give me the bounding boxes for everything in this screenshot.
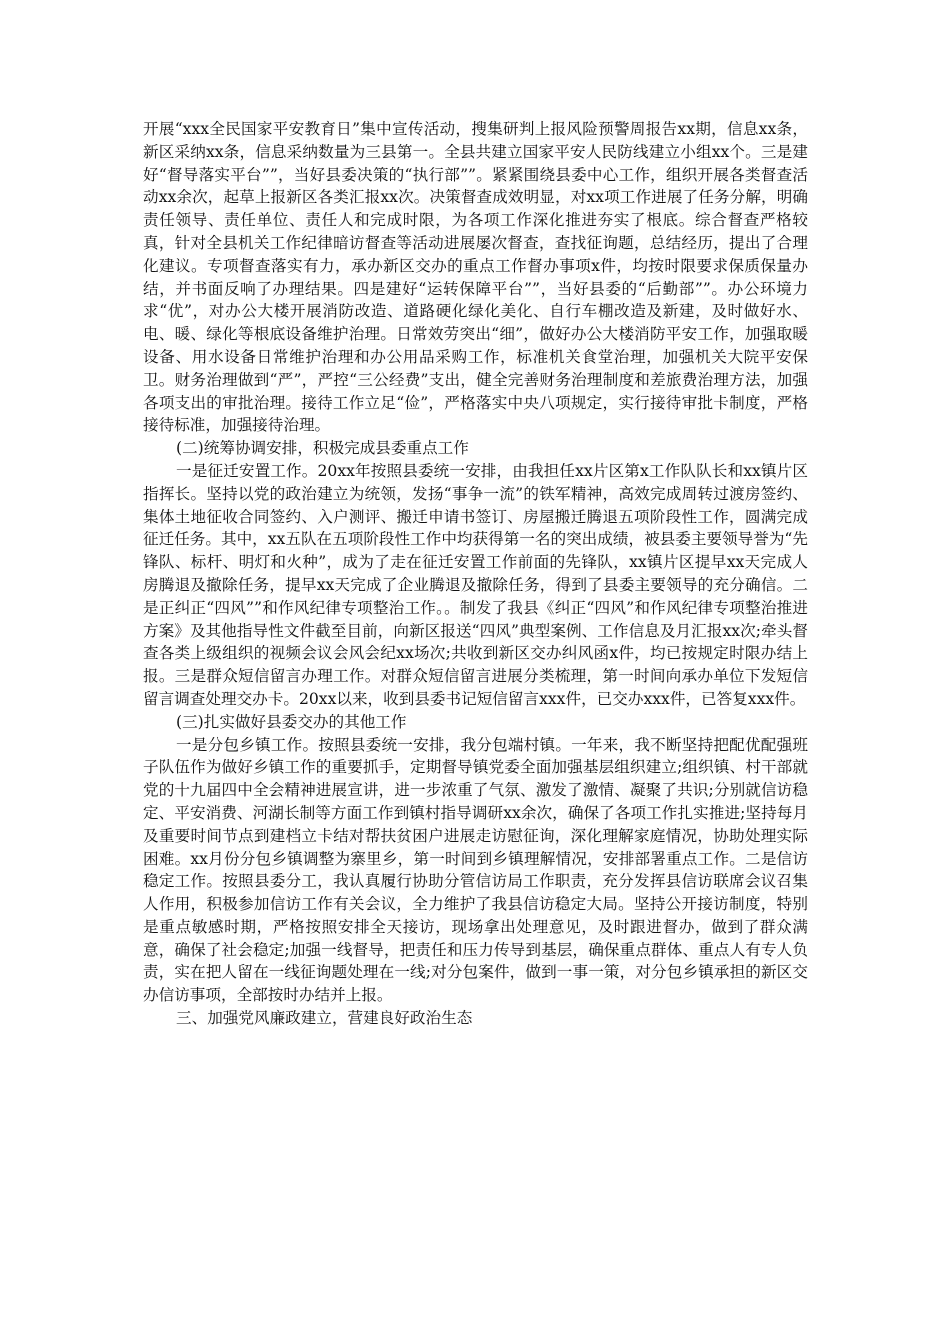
paragraph-work-platforms: 开展“xxx全民国家平安教育日”集中宣传活动，搜集研判上报风险预警周报告xx期，信息xx条，新区采纳xx条，信息采纳数量为三县第一。全县共建立国家平安人民防线建立小组xx个。三是建好“督导落实平台””，当好县委决策的“执行部””。紧紧围绕县委中心工作，组织开展各类督查活动xx余次，起草上报新区各类汇报xx次。决策督查成效明显，对xx项工作进展了任务分解，明确责任领导、责任单位、责任人和完成时限，为各项工作深化推进夯实了根底。综合督查严格较真，针对全县机关工作纪律暗访督查等活动进展屡次督查，查找征询题，总结经历，提出了合理化建议。专项督查落实有力，承办新区交办的重点工作督办事项x件，均按时限要求保质保量办结，并书面反响了办理结果。四是建好“运转保障平台””，当好县委的“后勤部””。办公环境力求“优”，对办公大楼开展消防改造、道路硬化绿化美化、自行车棚改造及新建，及时做好水、电、暖、绿化等根底设备维护治理。日常效劳突出“细”，做好办公大楼消防平安工作，加强取暖设备、用水设备日常维护治理和办公用品采购工作，标准机关食堂治理，加强机关大院平安保卫。财务治理做到“严”，严控“三公经费”支出，健全完善财务治理制度和差旅费治理方法，加强各项支出的审批治理。接待工作立足“俭”，严格落实中央八项规定，实行接待审批卡制度，严格接待标准，加强接待治理。 <box>143 120 808 435</box>
section-heading-integrity: 三、加强党风廉政建立，营建良好政治生态 <box>176 1009 473 1028</box>
paragraph-key-work: 一是征迁安置工作。20xx年按照县委统一安排，由我担任xx片区第x工作队队长和xx镇片区指挥长。坚持以党的政治建立为统领，发扬“事争一流”的铁军精神，高效完成周转过渡房签约、集体土地征收合同签约、入户测评、搬迁申请书签订、房屋搬迁腾退五项阶段性工作，圆满完成征迁任务。其中，xx五队在五项阶段性工作中均获得第一名的突出成绩，被县委主要领导誉为“先锋队、标杆、明灯和火种”，成为了走在征迁安置工作前面的先锋队，xx镇片区提早xx天完成人房腾退及撤除任务，提早xx天完成了企业腾退及撤除任务，得到了县委主要领导的充分确信。二是正纠正“四风””和作风纪律专项整治工作。。制发了我县《纠正“四风”和作风纪律专项整治推进方案》及其他指导性文件截至目前，向新区报送“四风”典型案例、工作信息及月汇报xx次;牵头督查各类上级组织的视频会议会风会纪xx场次;共收到新区交办纠风函x件，均已按规定时限办结上报。三是群众短信留言办理工作。对群众短信留言进展分类梳理，第一时间向承办单位下发短信留言调查处理交办卡。20xx以来，收到县委书记短信留言xxx件，已交办xxx件，已答复xxx件。 <box>143 461 808 708</box>
section-heading-coordination: (二)统筹协调安排，积极完成县委重点工作 <box>176 439 469 458</box>
section-heading-other-work: (三)扎实做好县委交办的其他工作 <box>176 712 407 731</box>
paragraph-township-petition: 一是分包乡镇工作。按照县委统一安排，我分包端村镇。一年来，我不断坚持把配优配强班子队伍作为做好乡镇工作的重要抓手，定期督导镇党委全面加强基层组织建立;组织镇、村干部就党的十九届四中全会精神进展宣讲，进一步浓重了气氛、激发了激情、凝聚了共识;分别就信访稳定、平安消费、河湖长制等方面工作到镇村指导调研xx余次，确保了各项工作扎实推进;坚持每月及重要时间节点到建档立卡结对帮扶贫困户进展走访慰征询，深化理解家庭情况，协助处理实际困难。xx月份分包乡镇调整为寨里乡，第一时间到乡镇理解情况，安排部署重点工作。二是信访稳定工作。按照县委分工，我认真履行协助分管信访局工作职责，充分发挥县信访联席会议召集人作用，积极参加信访工作有关会议，全力维护了我县信访稳定大局。坚持公开接访制度，特别是重点敏感时期，严格按照安排全天接访，现场拿出处理意见，及时跟进督办，做到了群众满意，确保了社会稳定;加强一线督导，把责任和压力传导到基层，确保重点群体、重点人有专人负责，实在把人留在一线征询题处理在一线;对分包案件，做到一事一策，对分包乡镇承担的新区交办信访事项，全部按时办结并上报。 <box>143 735 808 1005</box>
document-body <box>143 118 808 1030</box>
